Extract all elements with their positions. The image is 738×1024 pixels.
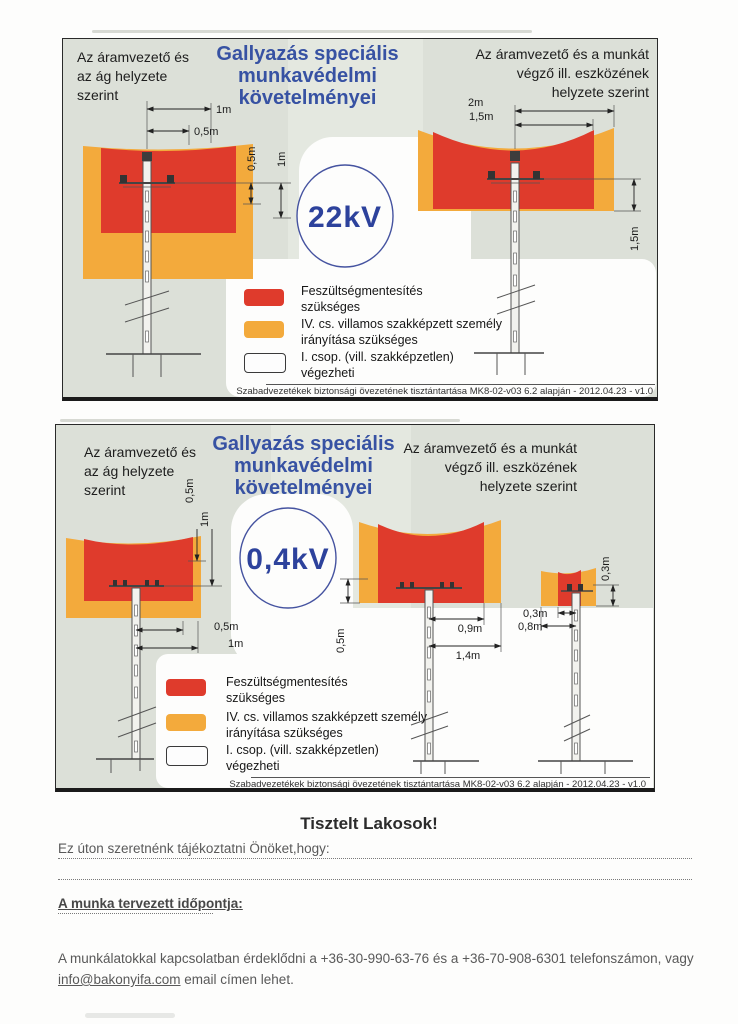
insulator-icon <box>578 584 583 591</box>
insulator-top-icon <box>142 152 152 161</box>
insulator-icon <box>167 175 174 183</box>
dim-label: 0,5m <box>335 628 347 653</box>
legend-label: IV. cs. villamos szakképzett személy irányítása szükséges <box>301 317 502 347</box>
voltage-badge <box>240 508 336 608</box>
dim-label: 0,3m <box>600 556 612 581</box>
insulator-icon <box>113 580 117 586</box>
footer-divider <box>266 384 655 385</box>
notice-intro: Ez úton szeretnénk tájékoztatni Önöket,hogy: <box>58 841 330 856</box>
insulator-top-icon <box>510 151 520 161</box>
fill-in-line-short <box>58 913 213 914</box>
insulator-icon <box>155 580 159 586</box>
fill-in-line <box>58 879 692 880</box>
legend-label: Feszültségmentesítés szükséges <box>226 675 348 705</box>
insulator-icon <box>120 175 127 183</box>
dim-label: 1,5m <box>469 111 494 123</box>
voltage-label: 0,4kV <box>246 543 330 576</box>
voltage-label: 22kV <box>307 201 383 234</box>
legend-label: I. csop. (vill. szakképzetlen) végezheti <box>301 350 454 380</box>
header-left: Az áramvezető és az ág helyzete szerint <box>84 444 197 498</box>
legend-label: IV. cs. villamos szakképzett személy irányítása szükséges <box>226 710 427 740</box>
legend-swatch-red <box>244 289 284 306</box>
dim-label: 2m <box>468 97 484 109</box>
panel-22kv <box>62 38 658 401</box>
zone-red-left <box>101 146 236 233</box>
dim-label: 0,8m <box>518 621 543 633</box>
panel-footer: Szabadvezetékek biztonsági övezetének tisztántartása MK8-02-v03 6.2 alapján - 2012.04.23 - v1.0 <box>236 386 653 397</box>
dim-label: 1m <box>199 511 211 527</box>
footer-divider <box>251 777 650 778</box>
dim-label: 0,5m <box>184 478 196 503</box>
header-right: Az áramvezető és a munkát végző ill. eszközének helyzete szerint <box>475 46 649 100</box>
email-text: info@bakonyifa.com <box>58 972 181 987</box>
dim-label: 0,3m <box>523 608 548 620</box>
insulator-icon <box>400 582 404 588</box>
contact-suffix: email címen lehet. <box>180 972 294 987</box>
panel-title: Gallyazás speciális munkavédelmi követelményei <box>216 43 399 109</box>
insulator-icon <box>567 584 572 591</box>
insulator-icon <box>533 171 540 179</box>
legend-swatch-white <box>244 353 286 373</box>
panel-title: Gallyazás speciális munkavédelmi követelményei <box>212 433 395 499</box>
dim-label: 0,9m <box>457 623 483 635</box>
schedule-label: A munka tervezett időpontja: <box>58 896 243 911</box>
dim-label: 1m <box>276 151 288 167</box>
legend-swatch-orange <box>166 714 206 731</box>
header-left: Az áramvezető és az ág helyzete szerint <box>77 49 190 103</box>
insulator-icon <box>410 582 414 588</box>
dim-label: 1,4m <box>455 650 481 662</box>
header-right: Az áramvezető és a munkát végző ill. eszközének helyzete szerint <box>403 440 577 494</box>
legend-label: I. csop. (vill. szakképzetlen) végezheti <box>226 743 379 773</box>
contact-text <box>58 948 698 990</box>
scan-artifact <box>92 30 532 33</box>
insulator-icon <box>145 580 149 586</box>
legend-swatch-white <box>166 746 208 766</box>
insulator-icon <box>450 582 454 588</box>
dim-label: 0,5m <box>214 621 239 633</box>
insulator-icon <box>123 580 127 586</box>
legend-swatch-orange <box>244 321 284 338</box>
dim-label: 1m <box>228 638 244 650</box>
legend-label: Feszültségmentesítés szükséges <box>301 284 423 314</box>
dim-label: 1,5m <box>629 226 641 251</box>
voltage-badge <box>297 165 393 267</box>
legend-swatch-red <box>166 679 206 696</box>
scan-artifact <box>85 1013 175 1018</box>
panel-04kv <box>55 424 655 792</box>
dim-label: 1m <box>216 104 232 116</box>
fill-in-line <box>58 858 692 859</box>
insulator-icon <box>440 582 444 588</box>
panel-footer: Szabadvezetékek biztonsági övezetének tisztántartása MK8-02-v03 6.2 alapján - 2012.04.23 - v1.0 <box>229 779 646 790</box>
insulator-icon <box>488 171 495 179</box>
notice-heading: Tisztelt Lakosok! <box>300 814 438 833</box>
dim-label: 0,5m <box>246 146 258 171</box>
contact-line: A munkálatokkal kapcsolatban érdeklődni a +36-30-990-63-76 és a +36-70-908-6301 telefonszámon, vagy <box>58 951 694 966</box>
dim-label: 0,5m <box>194 126 219 138</box>
scan-artifact <box>60 419 460 422</box>
